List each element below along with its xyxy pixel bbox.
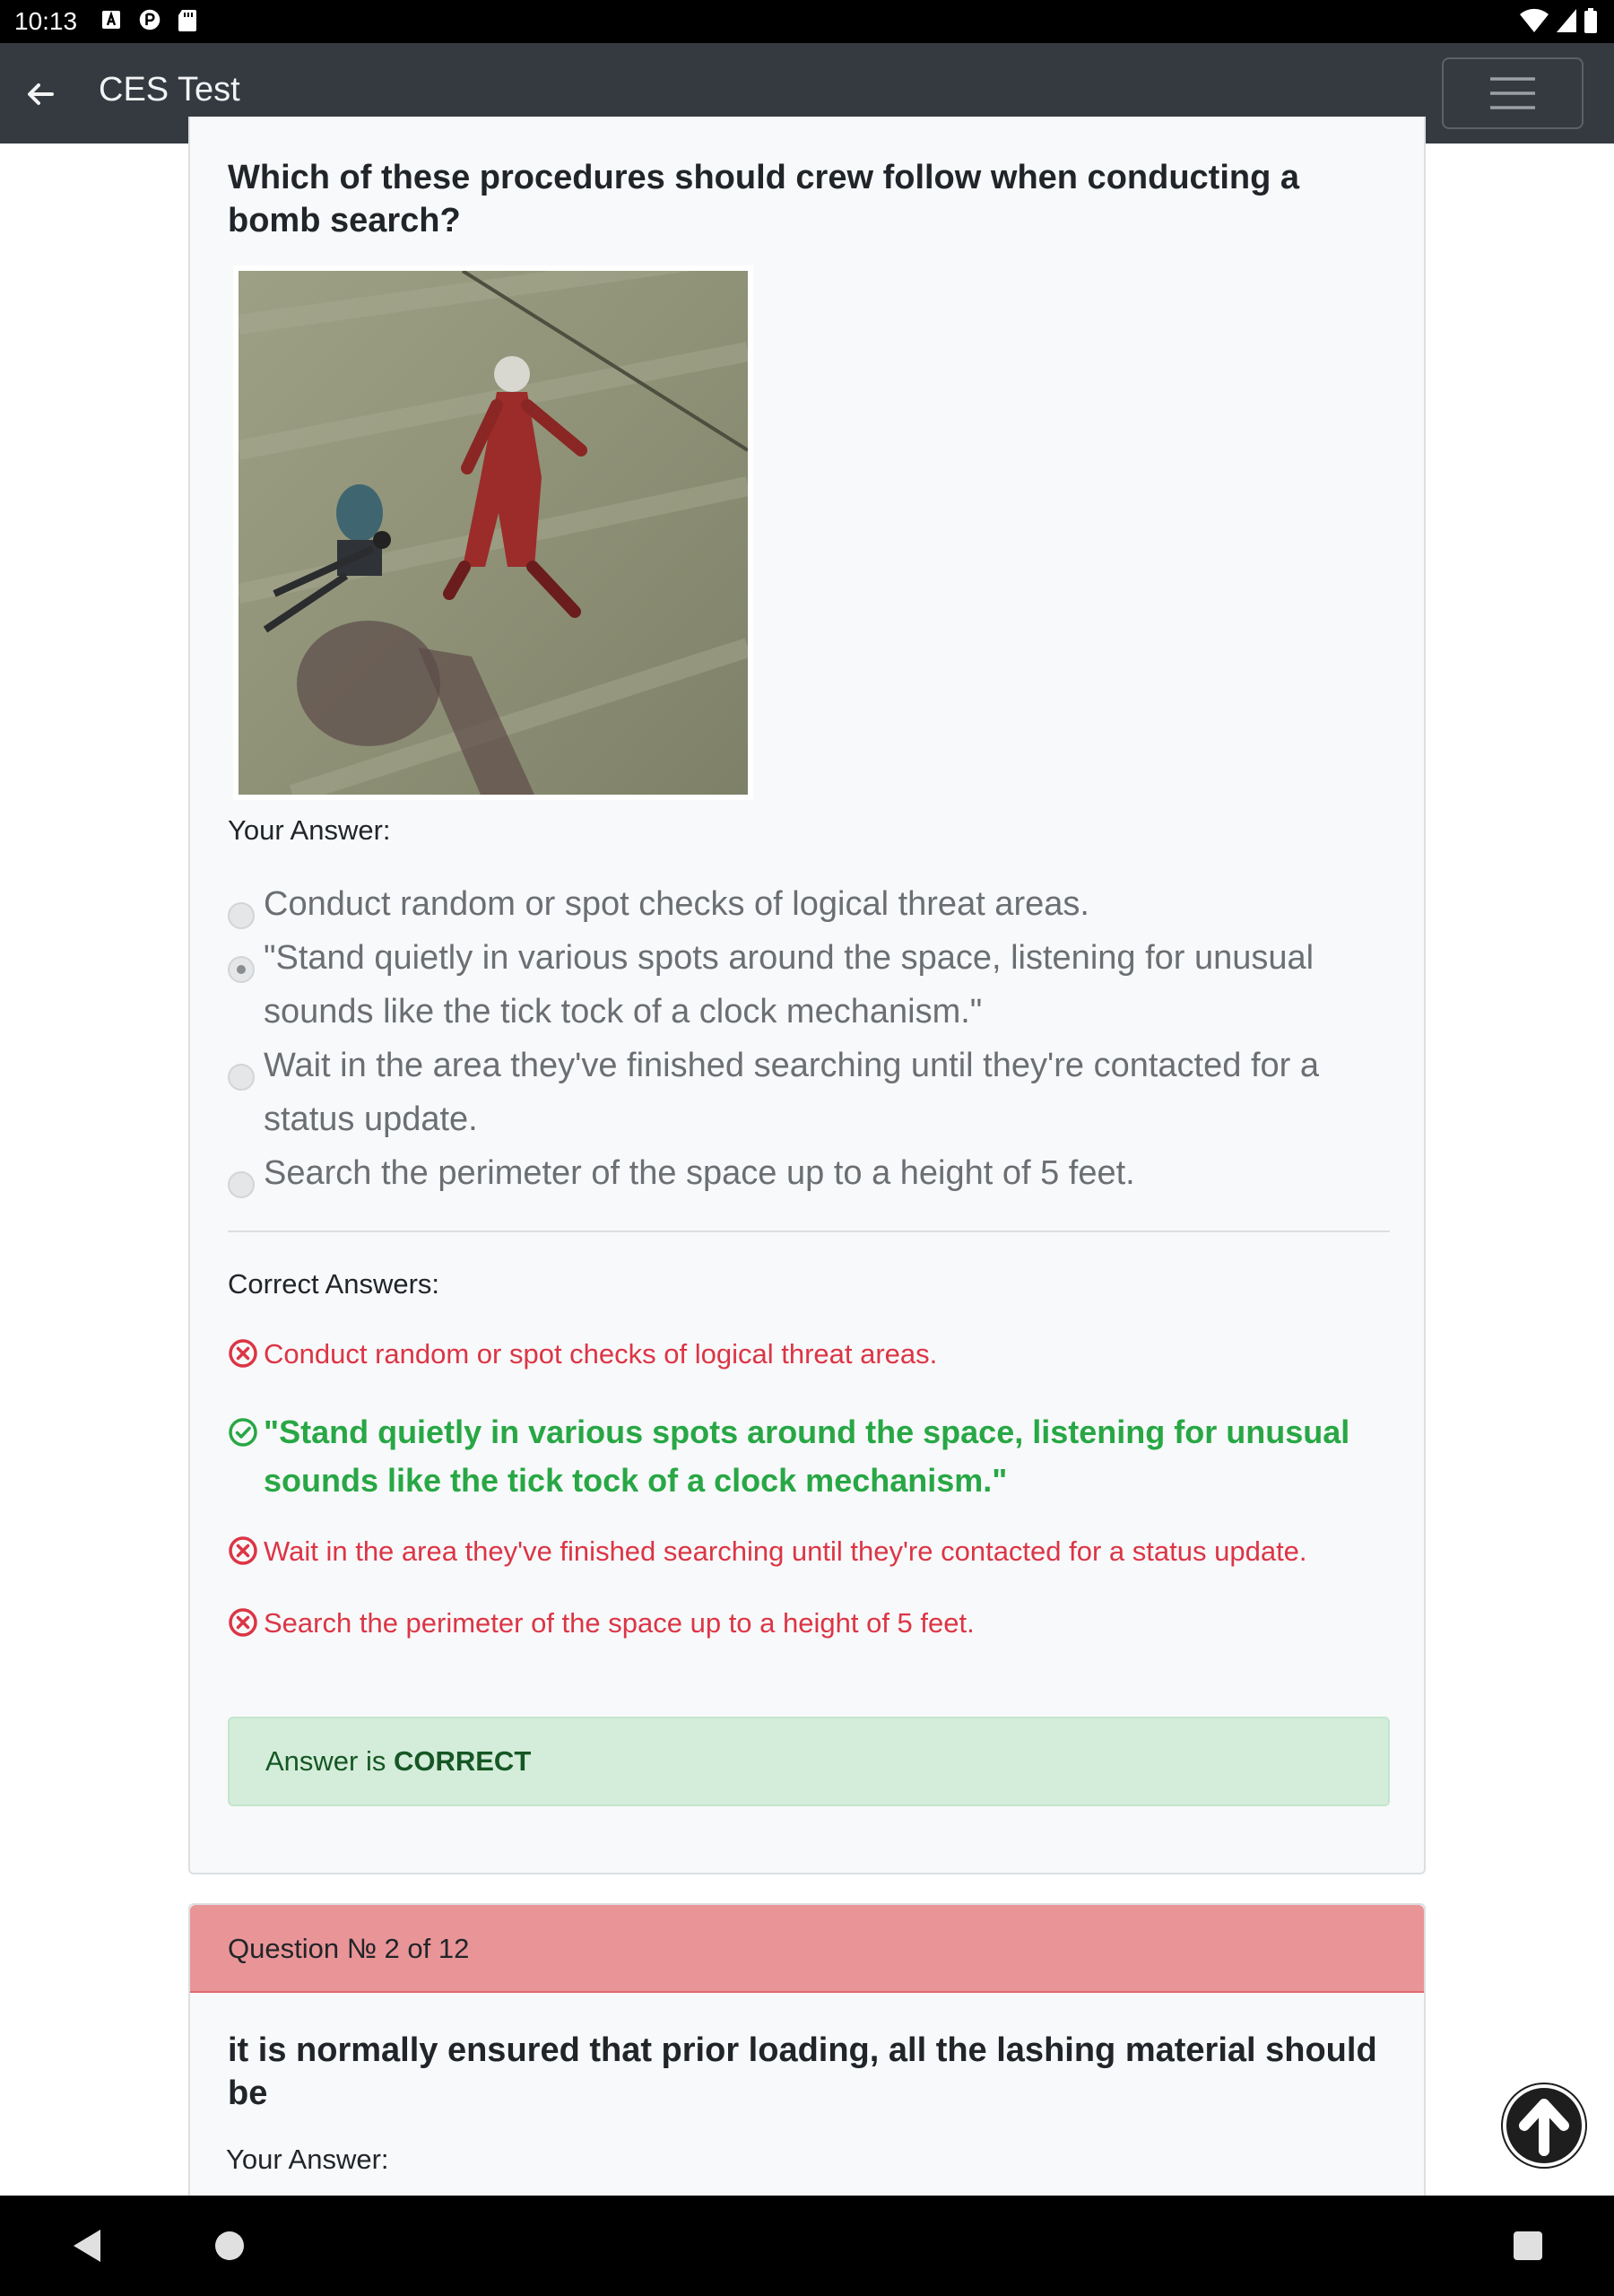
answer-option[interactable]	[228, 877, 1393, 931]
your-answer-label: Your Answer:	[228, 814, 391, 846]
question-1-text: Which of these procedures should crew follow when conducting a bomb search?	[228, 159, 1299, 239]
question-card-1	[188, 117, 1426, 1874]
answer-option-label: Wait in the area they've finished searching until they're contacted for a status update.	[264, 1047, 1319, 1138]
menu-toggle-button[interactable]	[1442, 57, 1584, 129]
keyboard-notification-icon	[100, 7, 124, 32]
correct-answer-text: "Stand quietly in various spots around the space, listening for unusual sounds like the tick tock of a clock mechanism."	[264, 1413, 1350, 1499]
question-2-text: it is normally ensured that prior loading, all the lashing material should be	[228, 2031, 1377, 2112]
system-nav-bar	[0, 2196, 1614, 2296]
signal-icon	[1555, 7, 1578, 34]
status-notification-icons	[100, 7, 199, 32]
sd-card-icon	[176, 7, 199, 32]
correct-answers-label: Correct Answers:	[228, 1268, 440, 1300]
arrow-up-circle-icon	[1501, 2083, 1587, 2169]
answer-options	[228, 877, 1393, 1200]
nav-recents-icon[interactable]	[1514, 2231, 1542, 2260]
correct-answer-item	[228, 1336, 1393, 1372]
correct-answer-text: Wait in the area they've finished searching until they're contacted for a status update.	[264, 1535, 1307, 1567]
x-circle-icon	[228, 1338, 258, 1369]
hamburger-menu-icon	[1488, 75, 1537, 111]
correct-answer-item	[228, 1408, 1393, 1505]
app-title: CES Test	[99, 71, 240, 109]
scroll-to-top-button[interactable]	[1501, 2083, 1587, 2169]
crew-on-deck-photo	[239, 271, 748, 795]
back-button[interactable]	[18, 72, 63, 117]
divider	[228, 1231, 1390, 1232]
question-1-image	[233, 265, 753, 800]
radio-button-selected[interactable]	[228, 956, 255, 983]
your-answer-label: Your Answer:	[226, 2144, 389, 2175]
x-circle-icon	[228, 1607, 258, 1638]
battery-icon	[1584, 7, 1598, 34]
answer-option[interactable]	[228, 1146, 1393, 1200]
status-time: 10:13	[14, 7, 78, 35]
answer-option-label: Search the perimeter of the space up to a height of 5 feet.	[264, 1154, 1135, 1192]
nav-home-icon[interactable]	[215, 2231, 244, 2260]
correct-answer-text: Search the perimeter of the space up to a height of 5 feet.	[264, 1607, 975, 1639]
radio-button[interactable]	[228, 902, 255, 929]
app-notification-icon	[138, 7, 161, 32]
wifi-icon	[1519, 7, 1549, 34]
correct-answer-text: Conduct random or spot checks of logical threat areas.	[264, 1338, 938, 1370]
answer-option-label: Conduct random or spot checks of logical threat areas.	[264, 885, 1089, 923]
check-circle-icon	[228, 1417, 258, 1448]
correct-answer-item	[228, 1534, 1393, 1570]
status-system-icons	[1519, 7, 1598, 34]
answer-option[interactable]	[228, 931, 1393, 1039]
answer-option-label: "Stand quietly in various spots around the space, listening for unusual sounds like the tick tock of a clock mechanism."	[264, 939, 1315, 1031]
radio-button[interactable]	[228, 1064, 255, 1091]
x-circle-icon	[228, 1535, 258, 1566]
answer-option[interactable]	[228, 1039, 1393, 1146]
nav-back-icon[interactable]	[68, 2226, 104, 2266]
status-bar	[0, 0, 1614, 43]
result-value: CORRECT	[393, 1745, 532, 1777]
arrow-left-icon	[25, 79, 56, 109]
result-alert	[228, 1717, 1390, 1806]
radio-button[interactable]	[228, 1171, 255, 1198]
question-2-header: Question № 2 of 12	[190, 1905, 1424, 1993]
correct-answer-item	[228, 1605, 1393, 1641]
result-prefix: Answer is	[265, 1745, 394, 1777]
